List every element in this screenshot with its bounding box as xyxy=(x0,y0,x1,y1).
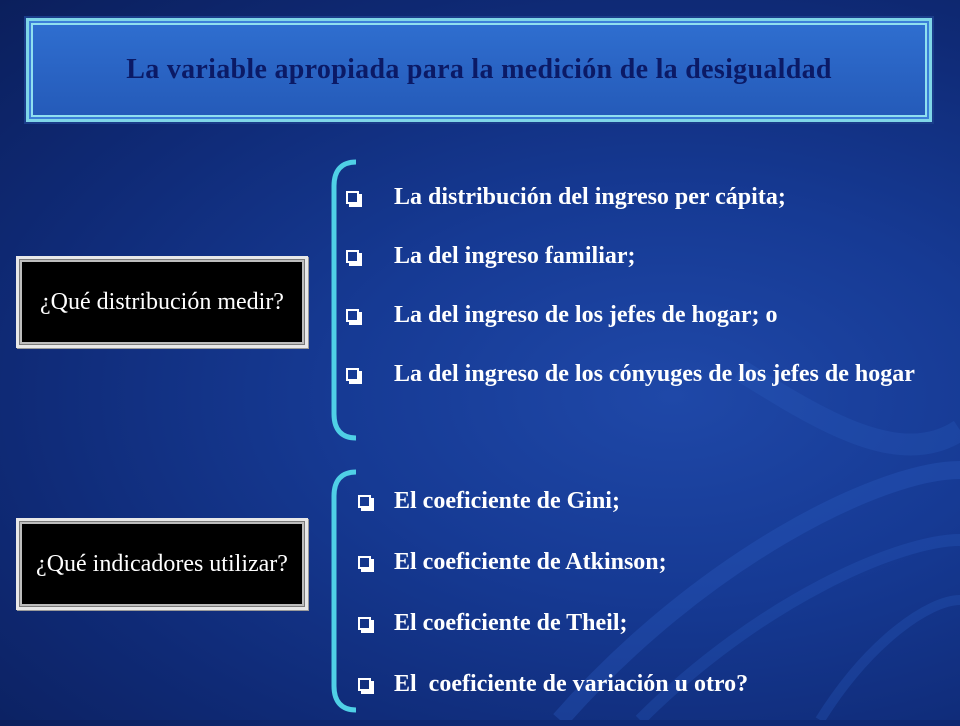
list-item-text: La del ingreso de los jefes de hogar; o xyxy=(394,302,778,328)
checkbox-square-icon xyxy=(346,309,359,322)
title-box xyxy=(26,18,932,122)
list-item xyxy=(358,604,918,642)
distribution-options-list xyxy=(346,178,936,414)
list-item xyxy=(358,482,918,520)
list-item-text: El coeficiente de Gini; xyxy=(394,488,620,514)
question-distribution: ¿Qué distribución medir? xyxy=(40,289,284,315)
list-item-text: El coeficiente de variación u otro? xyxy=(394,671,749,697)
checkbox-square-icon xyxy=(346,368,359,381)
list-item-text: El coeficiente de Theil; xyxy=(394,610,628,636)
indicator-options-list xyxy=(358,482,918,726)
checkbox-square-icon xyxy=(346,250,359,263)
question-box-distribution-inner xyxy=(20,260,304,344)
slide-title: La variable apropiada para la medición de la desigualdad xyxy=(126,54,832,85)
list-item-text: La del ingreso familiar; xyxy=(394,243,636,269)
checkbox-square-icon xyxy=(358,556,371,569)
list-item xyxy=(346,355,936,393)
list-item xyxy=(358,543,918,581)
checkbox-square-icon xyxy=(358,617,371,630)
brace-indicators xyxy=(322,468,362,714)
question-box-distribution xyxy=(16,256,308,348)
checkbox-square-icon xyxy=(346,191,359,204)
list-item xyxy=(346,178,936,216)
question-indicators: ¿Qué indicadores utilizar? xyxy=(36,551,288,577)
list-item-text: El coeficiente de Atkinson; xyxy=(394,549,667,575)
question-box-indicators xyxy=(16,518,308,610)
question-box-indicators-inner xyxy=(20,522,304,606)
list-item xyxy=(346,237,936,275)
list-item-text: La del ingreso de los cónyuges de los jefes de hogar xyxy=(394,361,915,387)
list-item-text: La distribución del ingreso per cápita; xyxy=(394,184,786,210)
list-item xyxy=(358,665,918,703)
checkbox-square-icon xyxy=(358,678,371,691)
checkbox-square-icon xyxy=(358,495,371,508)
list-item xyxy=(346,296,936,334)
